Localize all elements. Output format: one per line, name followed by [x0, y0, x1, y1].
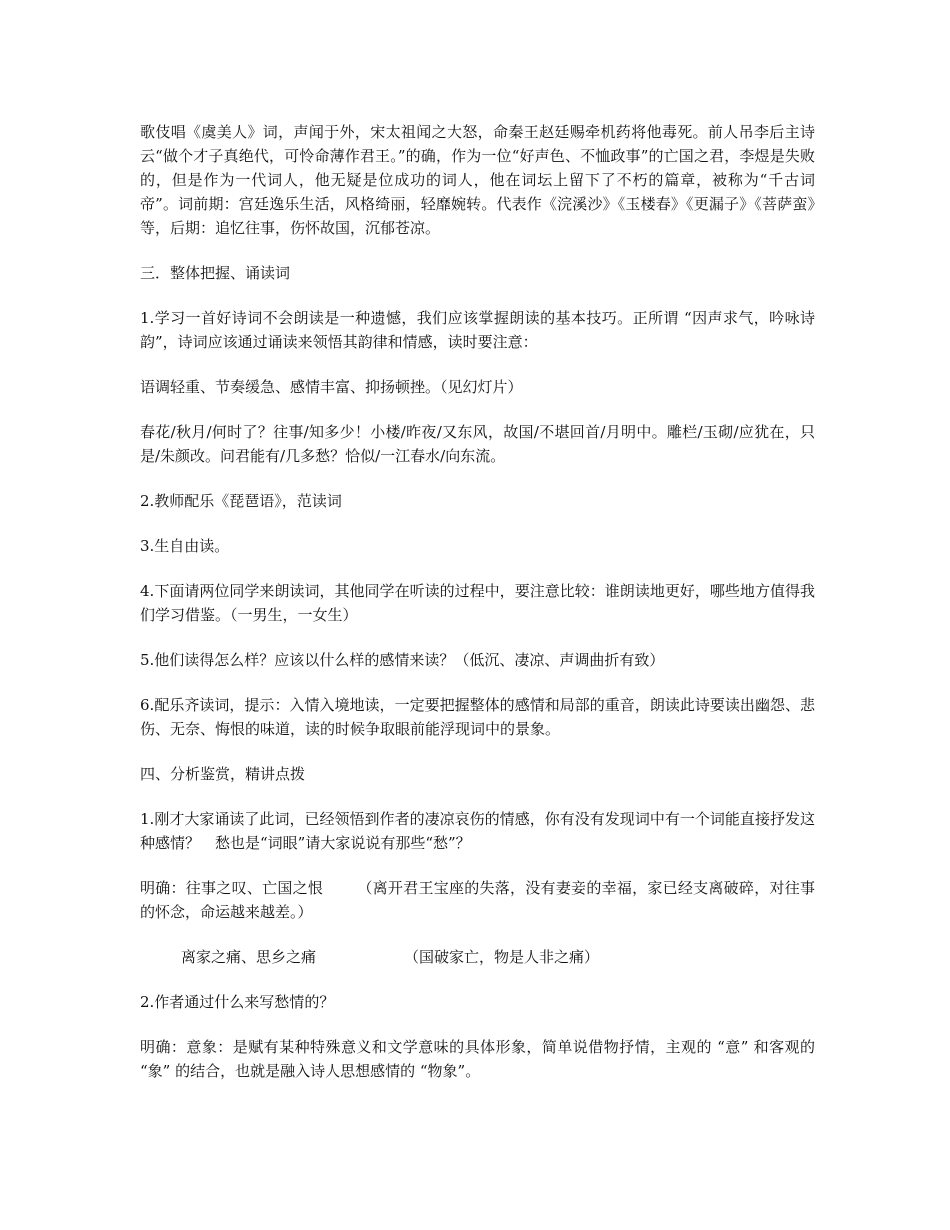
free-reading-paragraph: 3.生自由读。: [140, 537, 230, 555]
answer-2-lead: 离家之痛、思乡之痛: [181, 948, 317, 966]
answer-1-detail: （离开君王宝座的失落，没有妻妾的幸福，家已经支离破碎，对往事的怀念，命运越来越差。）: [140, 879, 815, 921]
document-body: [140, 120, 815, 1104]
sorrow-question-paragraph: 1.刚才大家诵读了此词，已经领悟到作者的凄凉哀伤的情感，你有没有发现词中有一个词能直接抒发这种感情？ 愁也是“词眼”请大家说说有那些“愁”？: [140, 810, 815, 852]
answer-2-detail: （国破家亡，物是人非之痛）: [404, 948, 600, 966]
section-heading-recite: 三．整体把握、诵读词: [140, 264, 291, 282]
answer-1-lead: 明确：往事之叹、亡国之恨: [140, 879, 324, 897]
reading-tips-paragraph: 1.学习一首好诗词不会朗读是一种遗憾，我们应该掌握朗读的基本技巧。正所谓 “因声求气，吟咏诗韵”，诗词应该通过诵读来领悟其韵律和情感，读时要注意：: [140, 309, 815, 351]
section-heading-analysis: 四、分析鉴赏，精讲点拨: [140, 765, 306, 783]
teacher-reading-paragraph: 2.教师配乐《琵琶语》，范读词: [140, 492, 342, 510]
student-reading-paragraph: 4.下面请两位同学来朗读词，其他同学在听读的过程中，要注意比较：谁朗读地更好，哪些地方值得我们学习借鉴。（一男生，一女生）: [140, 582, 815, 624]
answer-paragraph-1: [140, 876, 815, 924]
answer-paragraph-2: [140, 945, 815, 969]
group-reading-paragraph: 6.配乐齐读词，提示：入情入境地读，一定要把握整体的感情和局部的重音，朗读此诗要读出幽怨、悲伤、无奈、悔恨的味道，读的时候争取眼前能浮现词中的景象。: [140, 696, 815, 738]
emotion-question-paragraph: 5.他们读得怎么样？应该以什么样的感情来读？（低沉、凄凉、声调曲折有致）: [140, 651, 665, 669]
technique-question-paragraph: 2.作者通过什么来写愁情的？: [140, 993, 335, 1011]
intro-paragraph: 歌伎唱《虞美人》词，声闻于外，宋太祖闻之大怒，命秦王赵廷赐牵机药将他毒死。前人吊李后主诗云“做个才子真绝代，可怜命薄作君王。”的确，作为一位“好声色、不恤政事”的亡国之君，李煜是失败的，但是作为一代词人，他无疑是位成功的词人，他在词坛上留下了不朽的篇章，被称为“千古词帝”。词前期：宫廷逸乐生活，风格绮丽，轻靡婉转。代表作《浣溪沙》《玉楼春》《更漏子》《菩萨蛮》等，后期：追忆往事，伤怀故国，沉郁苍凉。: [140, 123, 815, 237]
poem-rhythm-paragraph: 春花/秋月/何时了？往事/知多少！小楼/昨夜/又东风，故国/不堪回首/月明中。雕栏/玉砌/应犹在，只是/朱颜改。问君能有/几多愁？恰似/一江春水/向东流。: [140, 423, 815, 465]
reading-points-paragraph: 语调轻重、节奏缓急、感情丰富、抑扬顿挫。（见幻灯片）: [140, 378, 523, 396]
imagery-answer-paragraph: 明确：意象：是赋有某种特殊意义和文学意味的具体形象，简单说借物抒情，主观的 “意” 和客观的 “象” 的结合，也就是融入诗人思想感情的 “物象”。: [140, 1038, 815, 1080]
